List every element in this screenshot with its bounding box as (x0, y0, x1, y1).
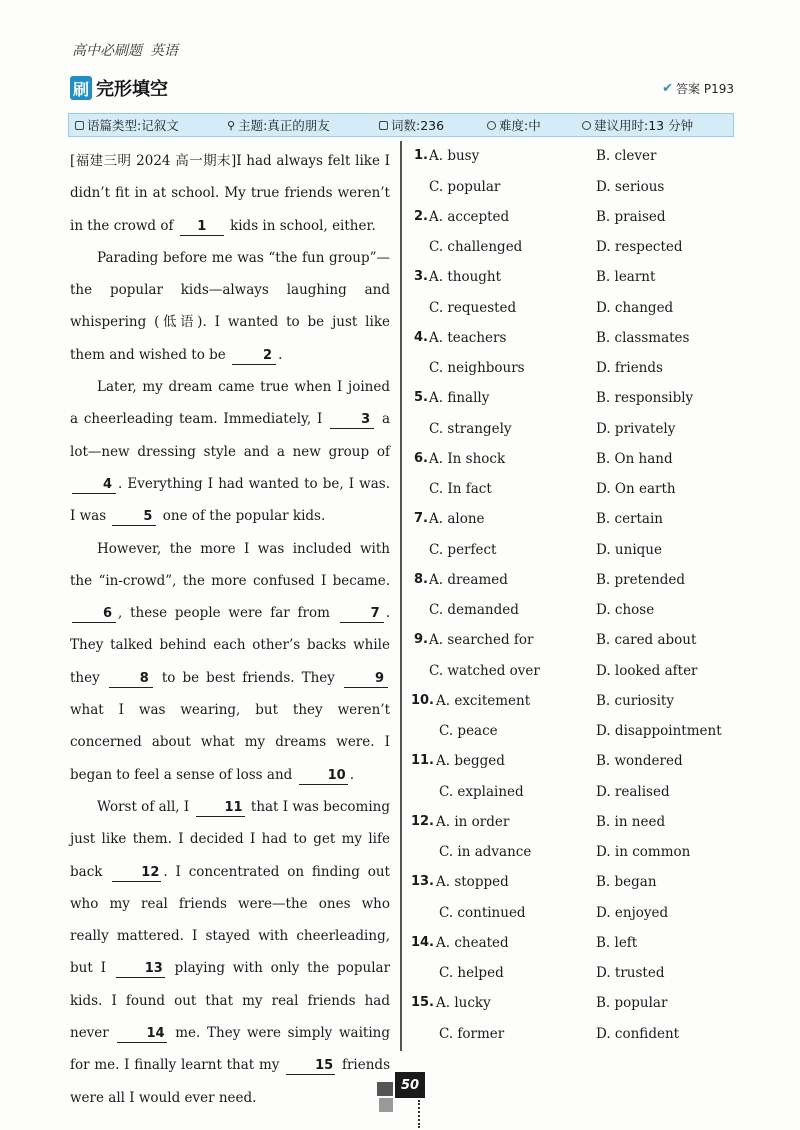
word-count-text: 词数:236 (391, 118, 445, 133)
text-segment: kids in school, either. (230, 217, 376, 234)
paragraph-2 (70, 242, 390, 371)
blank-10[interactable]: 10 (299, 768, 348, 785)
blank-12[interactable]: 12 (112, 865, 161, 882)
question-number: 9. (414, 632, 428, 647)
blank-11[interactable]: 11 (196, 800, 245, 817)
option-b[interactable]: B. left (596, 934, 638, 951)
option-a[interactable]: A. teachers (429, 329, 507, 346)
text-segment: , these people were far from (118, 605, 330, 622)
option-a[interactable]: A. lucky (436, 995, 491, 1011)
option-b[interactable]: B. learnt (596, 269, 656, 285)
column-divider (400, 141, 402, 1051)
question-number: 2. (414, 208, 428, 224)
question-14 (410, 929, 750, 990)
blank-2[interactable]: 2 (232, 348, 276, 365)
text-segment: . (278, 346, 283, 363)
question-number: 6. (414, 450, 428, 466)
info-bar (68, 113, 734, 137)
passage (70, 145, 390, 1114)
option-d[interactable]: D. changed (596, 299, 674, 316)
question-number: 5. (414, 390, 428, 405)
option-a[interactable]: A. begged (436, 753, 505, 769)
option-a[interactable]: A. cheated (436, 934, 509, 951)
page-footer (375, 1072, 435, 1130)
option-d[interactable]: D. looked after (596, 662, 698, 679)
option-c[interactable]: C. popular (429, 178, 501, 195)
paragraph-1 (70, 145, 390, 242)
decor-dotted-line (418, 1100, 420, 1128)
option-a[interactable]: A. thought (429, 269, 502, 285)
option-c[interactable]: C. In fact (429, 481, 492, 497)
blank-14[interactable]: 14 (117, 1026, 166, 1043)
option-c[interactable]: C. strangely (429, 420, 512, 437)
options-list (410, 142, 750, 1050)
question-number: 3. (414, 269, 428, 284)
text-segment: . I concentrated on finding out who my real friends were—the ones who really mattered. I stayed with cheerleading, but I (70, 863, 390, 977)
blank-3[interactable]: 3 (330, 412, 374, 429)
info-topic (227, 116, 330, 134)
topic-text: 主题:真正的朋友 (238, 118, 330, 133)
question-number: 14. (410, 934, 434, 950)
question-1 (410, 142, 750, 203)
blank-5[interactable]: 5 (112, 509, 156, 526)
option-a[interactable]: A. finally (429, 390, 490, 406)
question-13 (410, 868, 750, 929)
question-number: 12. (410, 813, 434, 829)
option-d[interactable]: D. friends (596, 360, 663, 376)
question-3 (410, 263, 750, 324)
blank-9[interactable]: 9 (344, 671, 388, 688)
option-c[interactable]: C. demanded (429, 602, 519, 618)
option-b[interactable]: B. pretended (596, 571, 685, 588)
text-segment: . They talked behind each other’s backs while they (70, 605, 390, 686)
page-number: 50 (395, 1072, 425, 1098)
question-7 (410, 505, 750, 566)
answer-reference (662, 80, 734, 97)
blank-4[interactable]: 4 (72, 477, 116, 494)
option-b[interactable]: B. certain (596, 511, 663, 527)
section-title: 完形填空 (96, 79, 168, 100)
option-a[interactable]: A. searched for (429, 632, 534, 648)
option-d[interactable]: D. unique (596, 541, 662, 558)
genre-text: 语篇类型:记叙文 (87, 118, 179, 133)
answer-page-text: 答案 P193 (676, 82, 734, 96)
check-icon: ✔ (662, 81, 674, 96)
option-c[interactable]: C. watched over (429, 662, 540, 679)
option-a[interactable]: A. busy (429, 148, 480, 164)
question-number: 8. (414, 571, 428, 587)
option-c[interactable]: C. continued (439, 904, 526, 921)
book-title (72, 40, 178, 60)
magnifier-icon: ⚲ (227, 118, 236, 132)
option-b[interactable]: B. classmates (596, 329, 690, 346)
option-b[interactable]: B. On hand (596, 450, 673, 467)
question-8 (410, 566, 750, 627)
book-subject: 英语 (150, 43, 178, 59)
section-header (70, 74, 168, 102)
question-number: 7. (414, 511, 428, 526)
decor-square-icon (379, 1098, 393, 1112)
question-2 (410, 203, 750, 264)
text-segment: [福建三明 2024 高一期末]I had always felt like I didn’t fit in at school. My true friends weren’t in the crowd of (70, 153, 390, 234)
option-c[interactable]: C. perfect (429, 541, 497, 558)
question-6 (410, 445, 750, 506)
option-d[interactable]: D. chose (596, 602, 655, 618)
option-c[interactable]: C. in advance (439, 844, 532, 860)
option-d[interactable]: D. privately (596, 420, 676, 437)
option-b[interactable]: B. curiosity (596, 692, 674, 709)
option-d[interactable]: D. disappointment (596, 723, 722, 739)
document-icon (75, 121, 84, 130)
text-segment: Parading before me was “the fun group”—the popular kids—always laughing and whispering (低语). I wanted to be just like them and wished to be (70, 249, 390, 363)
text-segment: to be best friends. They (161, 669, 335, 686)
blank-13[interactable]: 13 (116, 961, 165, 978)
paragraph-5 (70, 791, 390, 1114)
option-b[interactable]: B. began (596, 874, 657, 890)
text-segment: Later, my dream came true when I joined a cheerleading team. Immediately, I (70, 379, 390, 428)
paragraph-4 (70, 533, 390, 791)
option-b[interactable]: B. in need (596, 813, 666, 830)
option-d[interactable]: D. realised (596, 783, 670, 800)
difficulty-icon (487, 121, 496, 130)
text-segment: friends were all I would ever need. (70, 1057, 391, 1106)
text-segment: what I was wearing, but they weren’t concerned about what my dreams were. I began to feel a sense of loss and (70, 702, 390, 783)
option-a[interactable]: A. dreamed (429, 571, 508, 588)
question-12 (410, 808, 750, 869)
text-segment: . Everything I had wanted to be, I was. I was (70, 475, 390, 525)
option-a[interactable]: A. in order (436, 813, 510, 830)
option-d[interactable]: D. serious (596, 178, 665, 195)
question-15 (410, 989, 750, 1050)
book-series-title: 高中必刷题 (72, 43, 142, 59)
text-segment: However, the more I was included with the “in-crowd”, the more confused I became. (70, 540, 390, 589)
question-4 (410, 324, 750, 385)
option-d[interactable]: D. On earth (596, 481, 676, 497)
option-b[interactable]: B. wondered (596, 753, 683, 769)
option-a[interactable]: A. In shock (429, 450, 506, 467)
blank-1[interactable]: 1 (180, 219, 224, 236)
option-c[interactable]: C. neighbours (429, 360, 525, 376)
option-b[interactable]: B. responsibly (596, 390, 694, 406)
info-genre (75, 116, 179, 134)
question-10 (410, 687, 750, 748)
question-9 (410, 626, 750, 687)
option-a[interactable]: A. alone (429, 511, 485, 527)
question-11 (410, 747, 750, 808)
option-d[interactable]: D. in common (596, 844, 691, 860)
info-suggested-time (582, 116, 693, 134)
option-b[interactable]: B. praised (596, 208, 666, 225)
option-c[interactable]: C. former (439, 1025, 505, 1042)
question-number: 4. (414, 329, 428, 345)
option-a[interactable]: A. stopped (436, 874, 509, 890)
option-d[interactable]: D. respected (596, 239, 683, 255)
text-segment: playing with only the popular kids. I found out that my real friends had never (70, 960, 391, 1042)
option-a[interactable]: A. excitement (436, 692, 531, 709)
option-b[interactable]: B. clever (596, 148, 657, 164)
section-badge-icon: 刷 (70, 76, 92, 100)
option-d[interactable]: D. trusted (596, 965, 665, 981)
difficulty-text: 难度:中 (499, 118, 541, 133)
text-segment: that I was becoming just like them. I decided I had to get my life back (70, 798, 390, 880)
question-number: 10. (410, 692, 434, 708)
info-word-count (379, 116, 444, 134)
book-icon (379, 121, 388, 130)
decor-square-icon (377, 1082, 393, 1096)
option-b[interactable]: B. cared about (596, 632, 697, 648)
option-c[interactable]: C. peace (439, 723, 498, 739)
text-segment: Worst of all, I (97, 798, 190, 815)
option-c[interactable]: C. requested (429, 299, 517, 316)
info-difficulty (487, 116, 541, 134)
question-number: 1. (414, 148, 428, 163)
text-segment: me. They were simply waiting for me. I finally learnt that my (70, 1025, 390, 1074)
option-a[interactable]: A. accepted (429, 208, 510, 225)
option-c[interactable]: C. explained (439, 783, 524, 800)
text-segment: a lot—new dressing style and a new group of (70, 411, 390, 460)
question-number: 11. (410, 753, 434, 768)
paragraph-3 (70, 371, 390, 532)
option-d[interactable]: D. confident (596, 1025, 680, 1042)
blank-7[interactable]: 7 (340, 606, 384, 623)
blank-6[interactable]: 6 (72, 606, 116, 623)
option-c[interactable]: C. helped (439, 965, 504, 981)
text-segment: . (349, 766, 354, 783)
question-number: 13. (410, 874, 434, 889)
option-d[interactable]: D. enjoyed (596, 904, 669, 921)
blank-15[interactable]: 15 (286, 1058, 335, 1075)
text-segment: one of the popular kids. (162, 508, 326, 525)
option-b[interactable]: B. popular (596, 995, 668, 1011)
blank-8[interactable]: 8 (109, 671, 153, 688)
option-c[interactable]: C. challenged (429, 239, 523, 255)
clock-icon (582, 121, 591, 130)
suggested-time-text: 建议用时:13 分钟 (594, 118, 694, 133)
question-5 (410, 384, 750, 445)
question-number: 15. (410, 995, 434, 1010)
